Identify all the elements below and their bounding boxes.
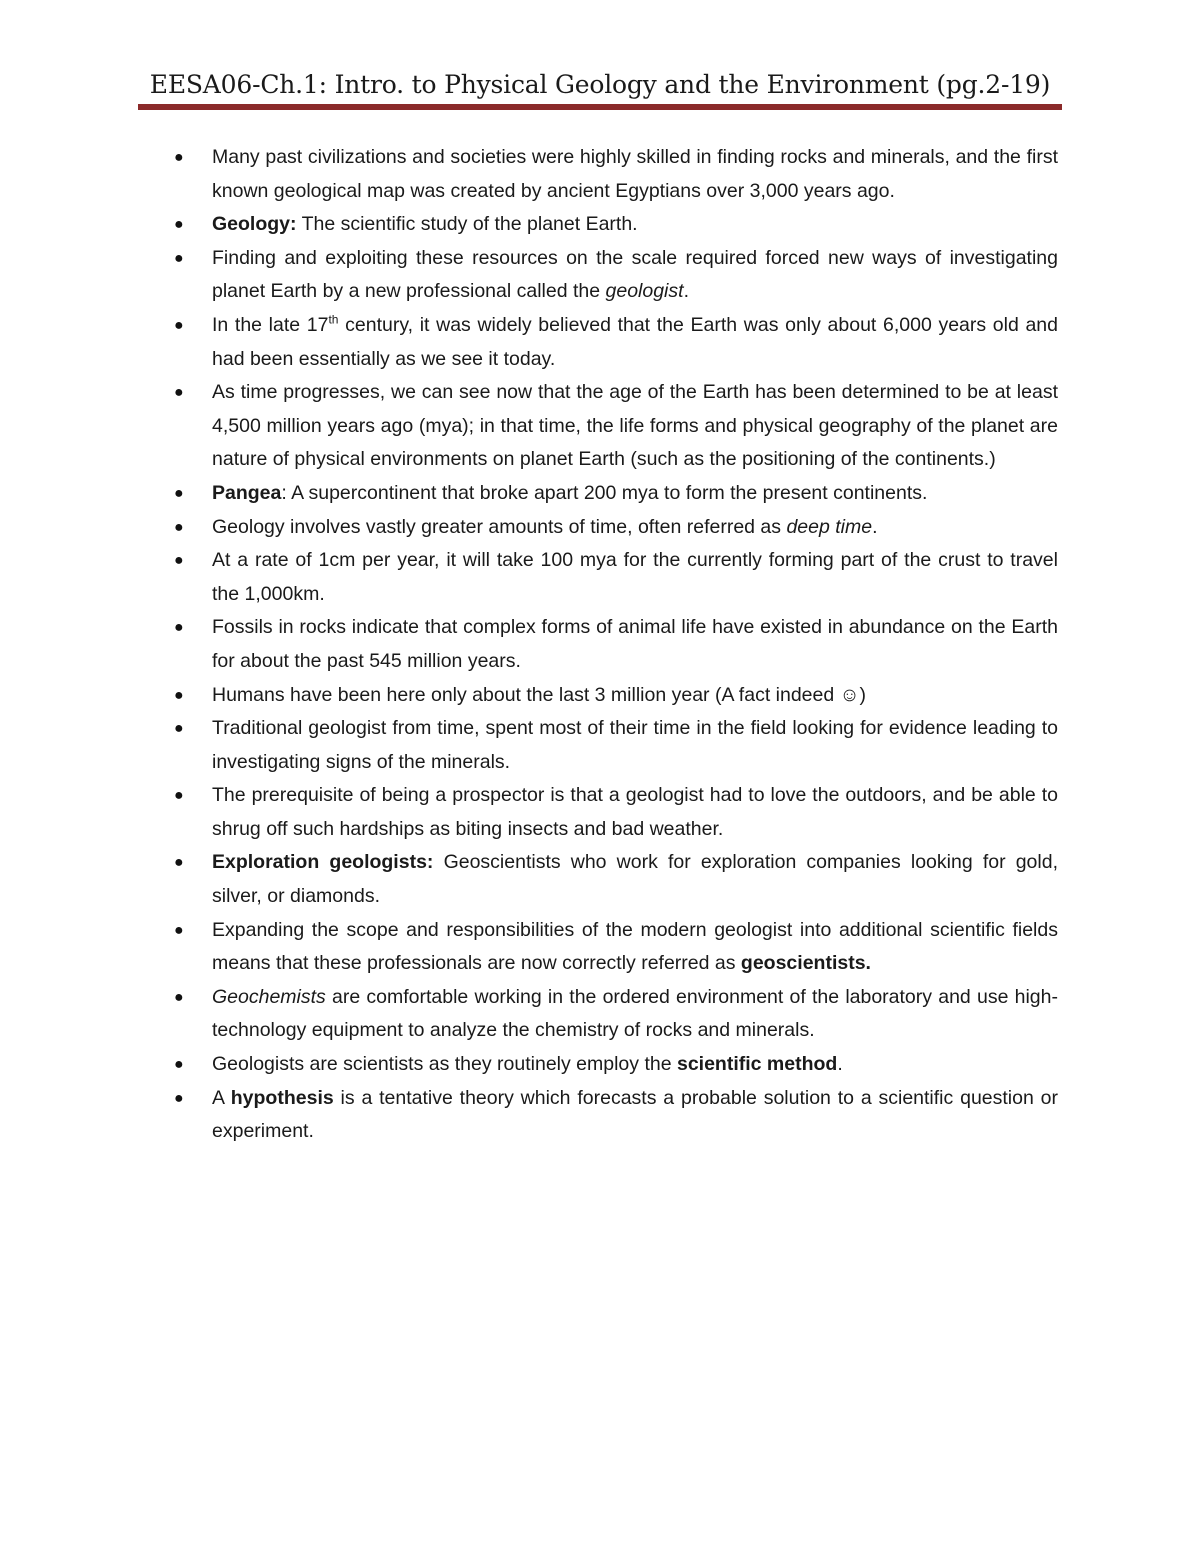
list-item: ● Fossils in rocks indicate that complex forms of animal life have existed in abundance on the Earth for about the past 545 million years. <box>170 611 1058 678</box>
bullet-icon: ● <box>174 1089 184 1107</box>
bullet-icon: ● <box>174 249 184 267</box>
list-item: ● In the late 17th century, it was widely believed that the Earth was only about 6,000 years old and had been essentially as we see it today. <box>170 309 1058 376</box>
list-item: ● Traditional geologist from time, spent most of their time in the field looking for evidence leading to investigating signs of the minerals. <box>170 712 1058 779</box>
term: Pangea <box>212 481 282 504</box>
header-divider <box>138 104 1062 110</box>
bullet-icon: ● <box>174 384 184 402</box>
list-item: ● Many past civilizations and societies were highly skilled in finding rocks and minerals, and the first known geological map was created by ancient Egyptians over 3,000 years ago. <box>170 141 1058 208</box>
bullet-icon: ● <box>174 854 184 872</box>
bullet-icon: ● <box>174 552 184 570</box>
list-item: ● Geologists are scientists as they routinely employ the scientific method. <box>170 1048 1058 1082</box>
list-item: ● A hypothesis is a tentative theory which forecasts a probable solution to a scientific question or experiment. <box>170 1082 1058 1149</box>
list-item: ● The prerequisite of being a prospector is that a geologist had to love the outdoors, and be able to shrug off such hardships as biting insects and bad weather. <box>170 779 1058 846</box>
term: Geology: <box>212 213 297 236</box>
notes-list <box>170 141 1058 1149</box>
bullet-icon: ● <box>174 484 184 502</box>
bullet-icon: ● <box>174 988 184 1006</box>
bullet-icon: ● <box>174 720 184 738</box>
term: hypothesis <box>230 1086 334 1109</box>
bullet-icon: ● <box>174 216 184 234</box>
bullet-icon: ● <box>174 619 184 637</box>
list-item: ● Geology: The scientific study of the planet Earth. <box>170 208 1058 242</box>
list-item: ● As time progresses, we can see now that the age of the Earth has been determined to be at least 4,500 million years ago (mya); in that time, the life forms and physical geography of the planet are nature of physical environments on planet Earth (such as the positioning of the continents.) <box>170 376 1058 477</box>
list-item: ● Exploration geologists: Geoscientists who work for exploration companies looking for gold, silver, or diamonds. <box>170 846 1058 913</box>
bullet-icon: ● <box>174 921 184 939</box>
list-item: ● Finding and exploiting these resources on the scale required forced new ways of investigating planet Earth by a new professional called the geologist. <box>170 242 1058 309</box>
list-item: ● Pangea: A supercontinent that broke apart 200 mya to form the present continents. <box>170 477 1058 511</box>
bullet-icon: ● <box>174 518 184 536</box>
list-item: ● Expanding the scope and responsibilities of the modern geologist into additional scientific fields means that these professionals are now correctly referred as geoscientists. <box>170 914 1058 981</box>
bullet-icon: ● <box>174 686 184 704</box>
list-item: ● Humans have been here only about the last 3 million year (A fact indeed ☺) <box>170 679 1058 713</box>
bullet-icon: ● <box>174 787 184 805</box>
list-item: ● Geochemists are comfortable working in the ordered environment of the laboratory and use high-technology equipment to analyze the chemistry of rocks and minerals. <box>170 981 1058 1048</box>
bullet-icon: ● <box>174 1056 184 1074</box>
term: Exploration geologists: <box>212 851 434 874</box>
list-item: ● Geology involves vastly greater amounts of time, often referred as deep time. <box>170 511 1058 545</box>
page-title: EESA06-Ch.1: Intro. to Physical Geology and the Environment (pg.2-19) <box>149 70 1051 99</box>
term: Geochemists <box>212 985 326 1008</box>
bullet-icon: ● <box>174 149 184 166</box>
list-item: ● At a rate of 1cm per year, it will take 100 mya for the currently forming part of the crust to travel the 1,000km. <box>170 544 1058 611</box>
bullet-icon: ● <box>174 316 184 334</box>
